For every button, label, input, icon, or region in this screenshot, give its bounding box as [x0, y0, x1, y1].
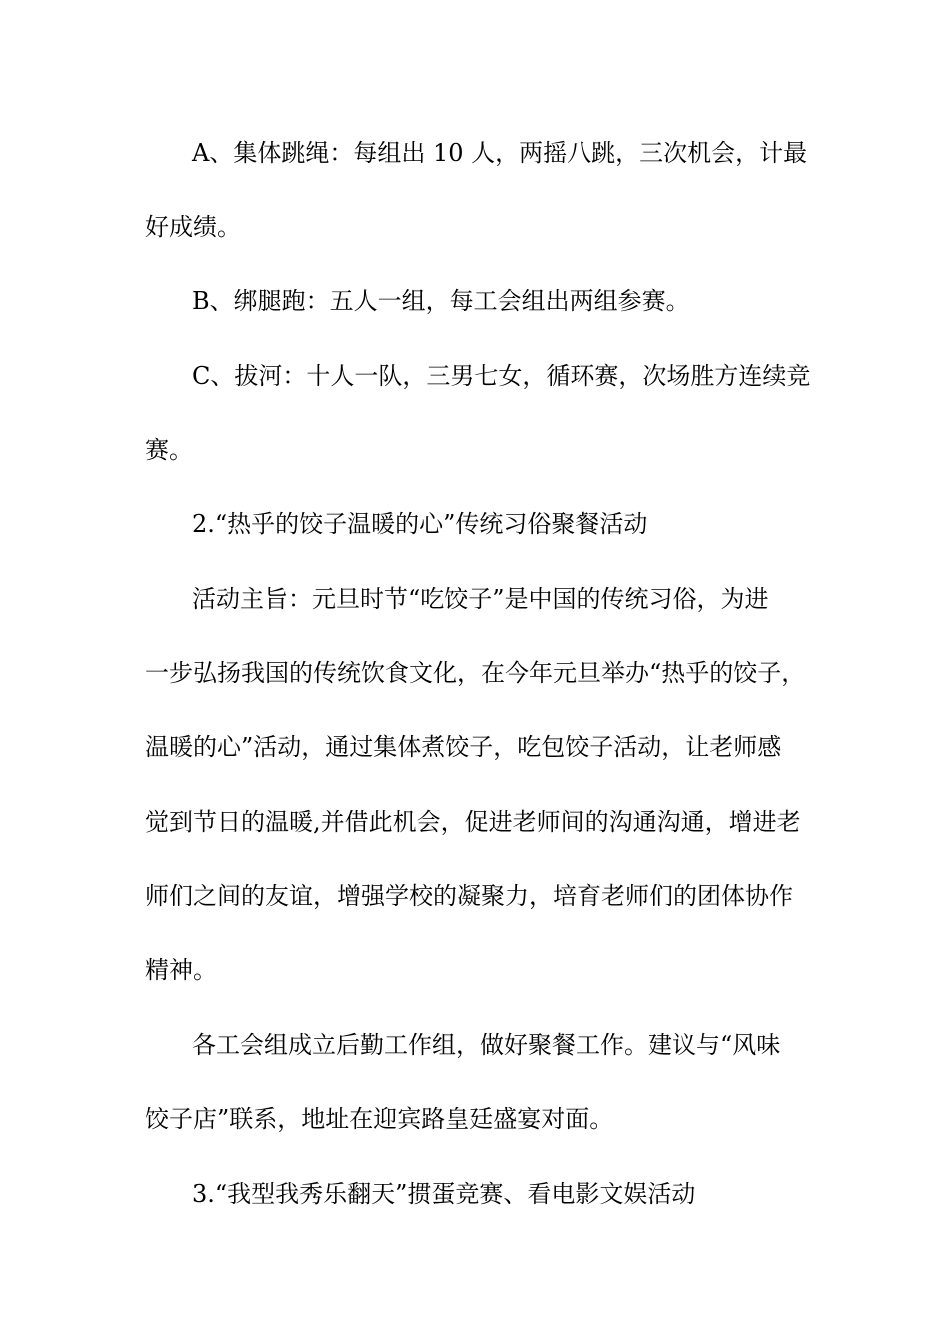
section-heading: 3.“我型我秀乐翻天”掼蛋竞赛、看电影文娱活动 [192, 1180, 696, 1208]
paragraph-line: 赛。 [145, 436, 193, 464]
paragraph-line: 好成绩。 [145, 213, 241, 241]
section-heading: 2.“热乎的饺子温暖的心”传统习俗聚餐活动 [192, 510, 648, 538]
paragraph-line: 觉到节日的温暖,并借此机会，促进老师间的沟通沟通，增进老 [145, 808, 801, 836]
paragraph-line: 饺子店”联系，地址在迎宾路皇廷盛宴对面。 [145, 1105, 614, 1133]
paragraph-line: 一步弘扬我国的传统饮食文化，在今年元旦举办“热乎的饺子， [145, 659, 806, 687]
paragraph-line: 活动主旨：元旦时节“吃饺子”是中国的传统习俗，为进 [192, 585, 769, 613]
paragraph-line: 温暖的心”活动，通过集体煮饺子，吃包饺子活动，让老师感 [145, 733, 782, 761]
paragraph-line: 师们之间的友谊，增强学校的凝聚力，培育老师们的团体协作 [145, 882, 793, 910]
paragraph-line: 各工会组成立后勤工作组，做好聚餐工作。建议与“风味 [192, 1031, 781, 1059]
paragraph-line: A、集体跳绳：每组出 10 人，两摇八跳，三次机会，计最 [192, 139, 808, 167]
paragraph-line: C、拔河：十人一队，三男七女，循环赛，次场胜方连续竞 [192, 362, 811, 390]
paragraph-line: B、绑腿跑：五人一组，每工会组出两组参赛。 [192, 287, 690, 315]
paragraph-line: 精神。 [145, 956, 217, 984]
